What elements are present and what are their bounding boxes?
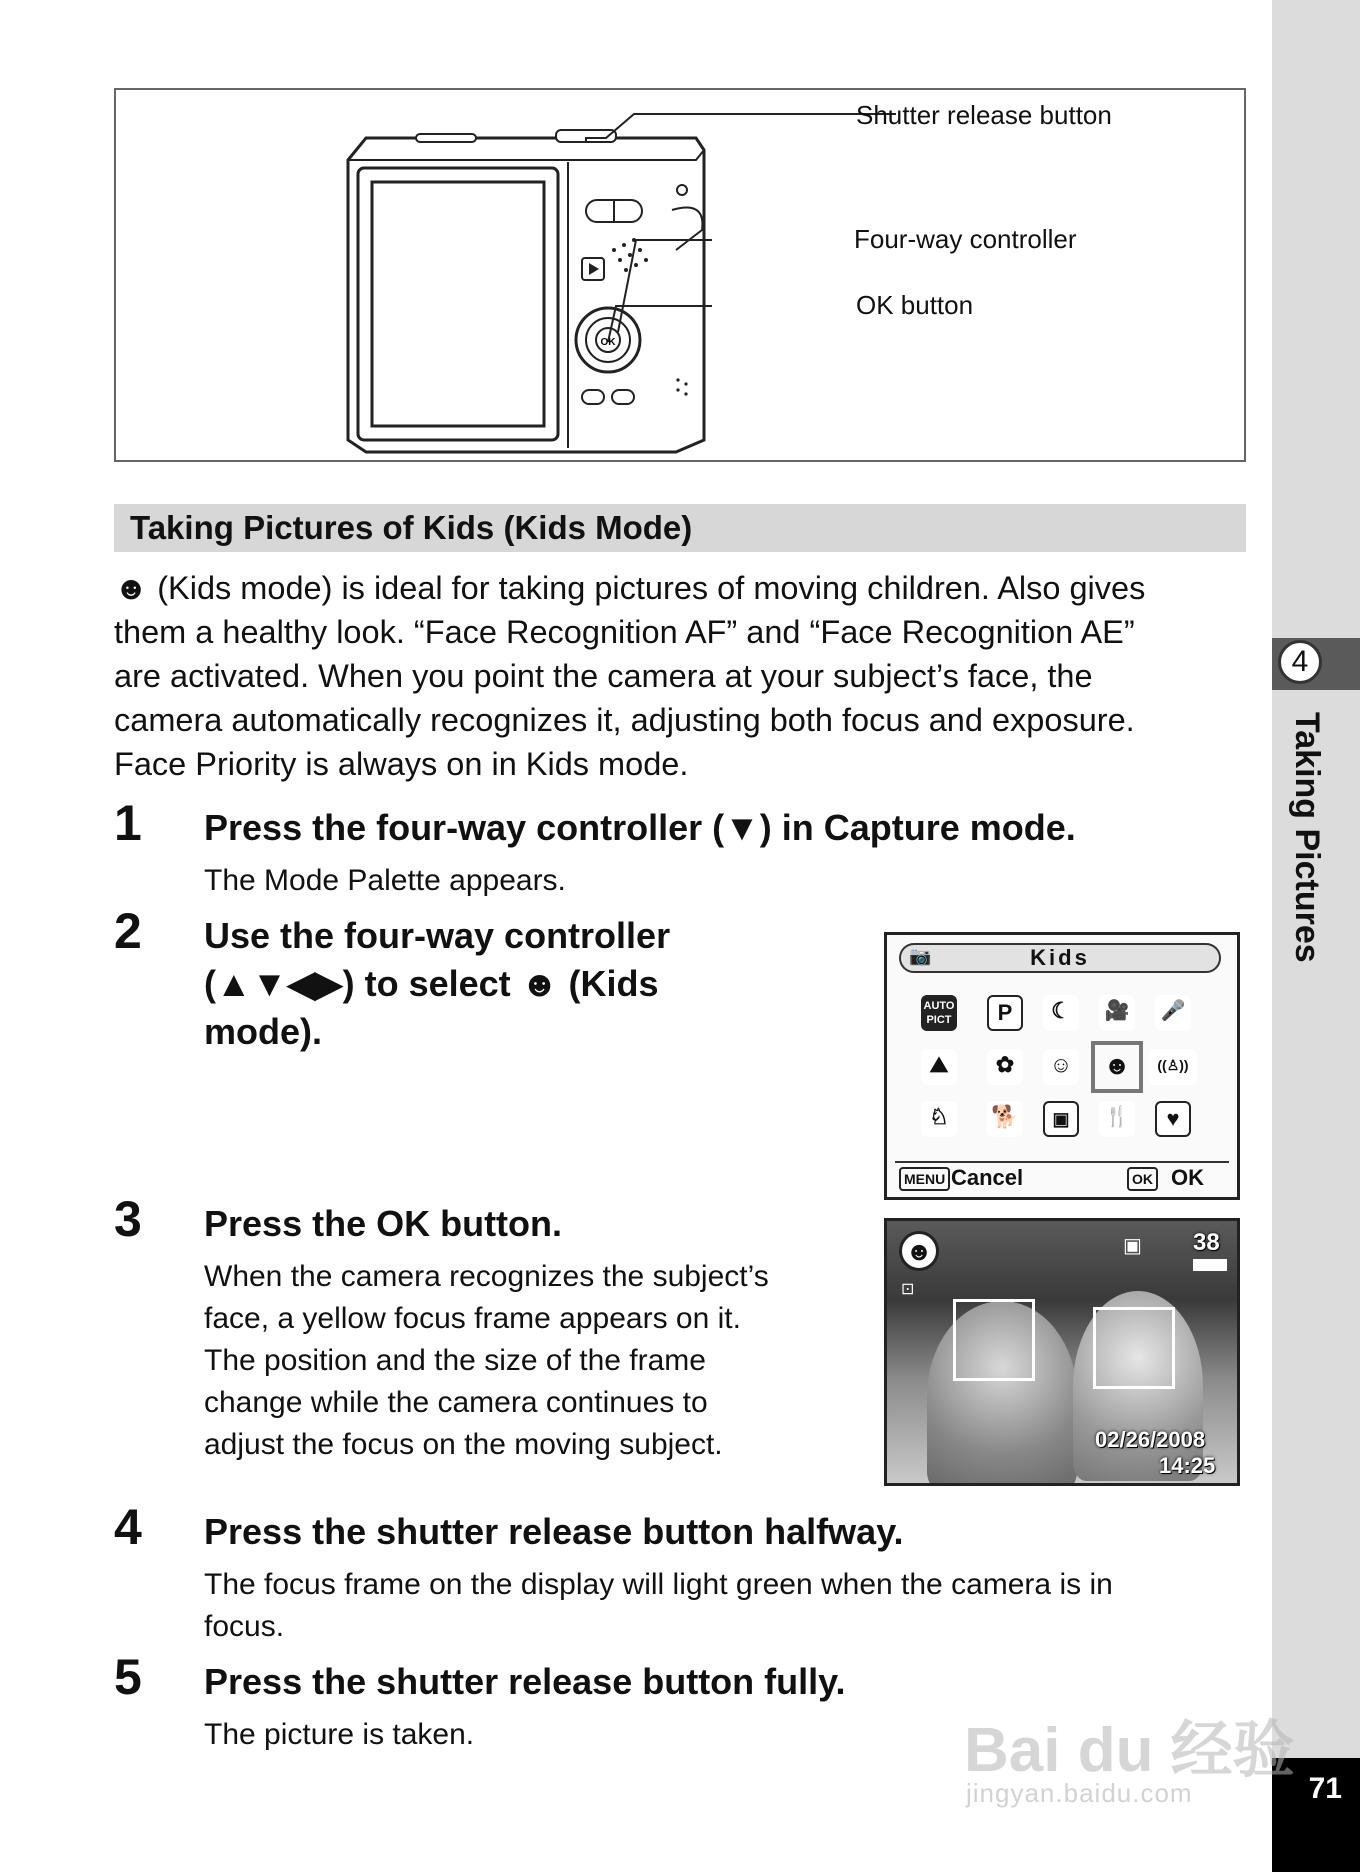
step-2-heading-line: mode). xyxy=(204,1011,323,1052)
watermark-logo: Bai du 经验 xyxy=(964,1716,1295,1785)
watermark-url: jingyan.baidu.com xyxy=(966,1778,1193,1808)
callout-shutter-release: Shutter release button xyxy=(856,100,1112,130)
face-detect-icon: ⊡ xyxy=(901,1281,915,1298)
sport-mode-icon[interactable]: ♘ xyxy=(921,1101,957,1137)
callout-ok-button: OK button xyxy=(856,290,974,320)
step-4-heading: Press the shutter release button halfway. xyxy=(204,1511,904,1552)
intro-line: Face Priority is always on in Kids mode. xyxy=(114,746,689,782)
shots-remaining: 38 xyxy=(1193,1229,1220,1256)
step-5-heading: Press the shutter release button fully. xyxy=(204,1661,846,1702)
step-2-number: 2 xyxy=(114,903,142,959)
ok-key: OK xyxy=(1127,1167,1158,1191)
camera-illustration xyxy=(116,90,1244,460)
page-number: 71 xyxy=(1308,1772,1342,1805)
step-3-body-line: face, a yellow focus frame appears on it. xyxy=(204,1302,741,1335)
svg-text:OK: OK xyxy=(600,337,616,348)
step-4-body-line: The focus frame on the display will light green when the camera is in xyxy=(204,1568,1113,1601)
menu-key: MENU xyxy=(899,1167,950,1191)
cancel-label[interactable]: Cancel xyxy=(951,1165,1024,1190)
step-1-number: 1 xyxy=(114,795,142,851)
step-3-body-line: When the camera recognizes the subject’s xyxy=(204,1260,769,1293)
portrait-mode-icon[interactable]: ☺ xyxy=(1043,1049,1079,1085)
chapter-number: 4 xyxy=(1278,640,1322,684)
mode-palette-screen xyxy=(884,932,1240,1200)
step-5-body-line: The picture is taken. xyxy=(204,1718,475,1751)
kids-mode-indicator-icon: ☻ xyxy=(899,1231,939,1271)
step-3-body-line: change while the camera continues to xyxy=(204,1386,708,1419)
step-2-heading-line: (▲▼◀▶) to select ☻ (Kids xyxy=(204,963,659,1004)
flower-mode-icon[interactable]: ✿ xyxy=(987,1049,1023,1085)
capture-preview-screen xyxy=(884,1218,1240,1486)
step-5-number: 5 xyxy=(114,1649,142,1705)
camera-figure xyxy=(114,88,1246,462)
step-3-body-line: The position and the size of the frame xyxy=(204,1344,706,1377)
kids-mode-icon[interactable]: ☻ xyxy=(1103,1050,1131,1080)
intro-paragraph xyxy=(114,566,1254,786)
text-mode-icon[interactable]: ▣ xyxy=(1043,1101,1079,1137)
focus-frame-secondary xyxy=(1093,1307,1175,1389)
section-title: Taking Pictures of Kids (Kids Mode) xyxy=(130,509,693,546)
movie-mode-icon[interactable]: 🎥 xyxy=(1099,995,1135,1031)
step-4-number: 4 xyxy=(114,1499,142,1555)
ok-label[interactable]: OK xyxy=(1171,1165,1204,1190)
memory-card-icon: ▣ xyxy=(1123,1235,1142,1257)
pet-mode-icon[interactable]: 🐕 xyxy=(987,1101,1023,1137)
focus-frame-primary xyxy=(953,1299,1035,1381)
program-mode-icon[interactable]: P xyxy=(987,995,1023,1031)
intro-line: ☻ (Kids mode) is ideal for taking pictures of moving children. Also gives xyxy=(114,570,1146,606)
step-1-heading: Press the four-way controller (▼) in Capture mode. xyxy=(204,807,1076,848)
callout-four-way-controller: Four-way controller xyxy=(854,224,1077,254)
step-4-body-line: focus. xyxy=(204,1610,285,1643)
mode-palette-title: Kids xyxy=(1030,945,1090,970)
intro-line: them a healthy look. “Face Recognition AF” and “Face Recognition AE” xyxy=(114,614,1135,650)
step-1-body: The Mode Palette appears. xyxy=(204,864,566,897)
auto-pict-mode-icon[interactable]: AUTO PICT xyxy=(921,995,957,1031)
step-3-number: 3 xyxy=(114,1191,142,1247)
intro-line: are activated. When you point the camera at your subject’s face, the xyxy=(114,658,1093,694)
photo-time: 14:25 xyxy=(1159,1453,1216,1478)
mode-palette-footer xyxy=(895,1161,1229,1193)
battery-icon xyxy=(1193,1259,1227,1271)
step-3-heading: Press the OK button. xyxy=(204,1203,563,1244)
landscape-mode-icon[interactable]: ⛰ xyxy=(921,1049,957,1085)
mode-palette-titlebar xyxy=(899,943,1221,973)
photo-date: 02/26/2008 xyxy=(1095,1427,1206,1452)
intro-line: camera automatically recognizes it, adjusting both focus and exposure. xyxy=(114,702,1135,738)
voice-recording-mode-icon[interactable]: 🎤 xyxy=(1155,995,1191,1031)
camera-icon: 📷 xyxy=(909,946,932,966)
anti-shake-mode-icon[interactable]: ((♙)) xyxy=(1149,1049,1197,1085)
night-scene-mode-icon[interactable]: ☾ xyxy=(1043,995,1079,1031)
frame-composite-mode-icon[interactable]: ♥ xyxy=(1155,1101,1191,1137)
food-mode-icon[interactable]: 🍴 xyxy=(1099,1101,1135,1137)
step-2-heading-line: Use the four-way controller xyxy=(204,915,671,956)
chapter-title: Taking Pictures xyxy=(1288,712,1326,963)
step-3-body-line: adjust the focus on the moving subject. xyxy=(204,1428,723,1461)
